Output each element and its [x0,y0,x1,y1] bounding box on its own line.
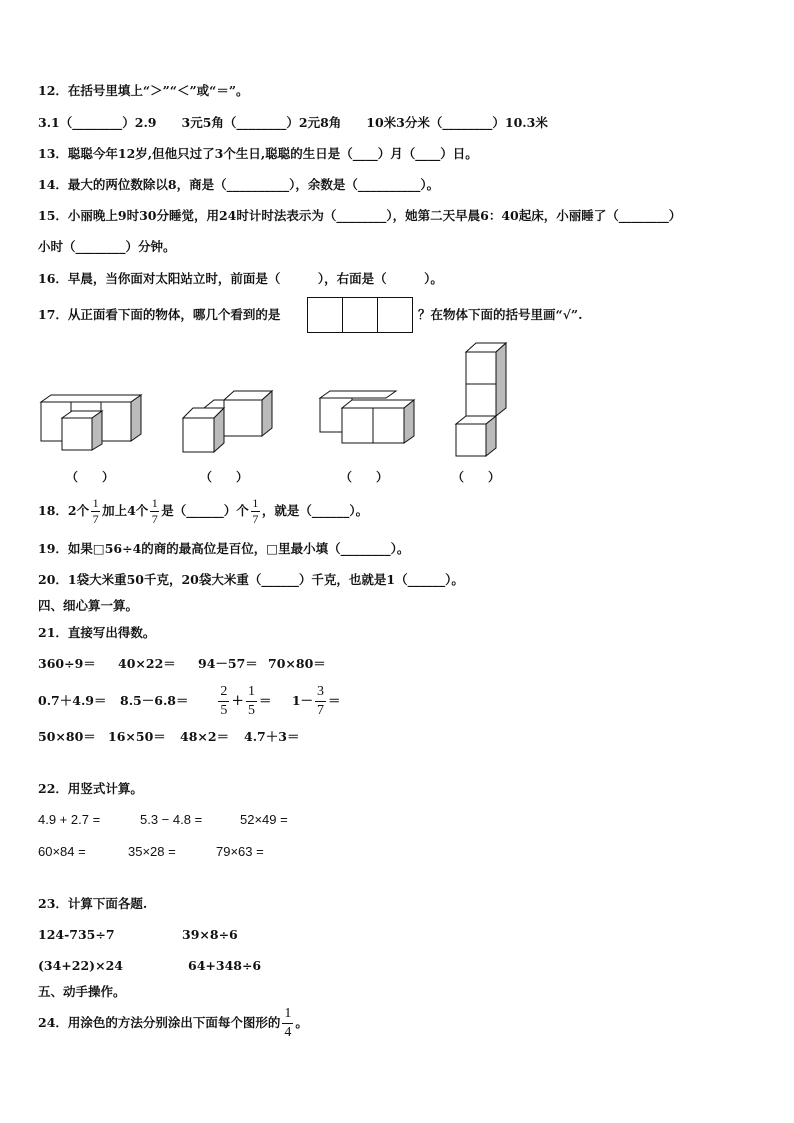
cube-figure-2 [180,388,280,454]
q17-before: 17．从正面看下面的物体，哪几个看到的是 [38,307,281,322]
q23-item: 39×8÷6 [182,927,238,942]
q21-item: 94－57＝ [198,656,258,671]
q23-item: 64+348÷6 [188,958,262,973]
q23-title: 23．计算下面各题. [38,896,148,911]
q14: 14．最大的两位数除以8，商是（__________），余数是（__________）。 [38,177,440,192]
q21-item: 40×22＝ [118,656,176,671]
q18 [38,494,368,528]
q21-row3 [38,728,299,746]
q21-item: 48×2＝ [180,729,230,744]
q22-title: 22．用竖式计算。 [38,781,143,796]
front-view-square [342,297,378,333]
q22-row2 [38,843,264,861]
fraction-one-fourth: $\frac{1}{4}$ [284,1006,292,1040]
equals-sign: ＝ [328,693,341,708]
q21-row2 [38,682,341,719]
one-minus: 1－ [291,693,314,708]
front-view-square [307,297,343,333]
q15-line1: 15．小丽晚上9时30分睡觉，用24时计时法表示为（________），她第二天早晨6：40起床，小丽睡了（________） [38,208,682,223]
fraction-one-fifth: $\frac{1}{5}$ [247,684,255,718]
fraction-one-seventh: $\frac{1}{7}$ [92,496,99,526]
q21-row1 [38,655,326,673]
q22-item: 79×63 = [216,844,264,859]
q13: 13．聪聪今年12岁,但他只过了3个生日,聪聪的生日是（____）月（____）日。 [38,146,478,161]
q21-item: 0.7＋4.9＝ [38,693,107,708]
q12-title: 12．在括号里填上“＞”“＜”或“＝”。 [38,83,249,98]
q21-item: 8.5－6.8＝ [120,693,189,708]
q20: 20．1袋大米重50千克，20袋大米重（______）千克，也就是1（______）。 [38,572,464,587]
q17-answer-blank-1[interactable]: （ ） [66,470,115,484]
q21-item: 50×80＝ [38,729,96,744]
q22-item: 60×84 = [38,844,86,859]
q21-title: 21．直接写出得数。 [38,625,156,640]
section-four-heading: 四、细心算一算。 [38,598,139,613]
section-five-heading: 五、动手操作。 [38,984,126,999]
q16: 16．早晨，当你面对太阳站立时，前面是（ ），右面是（ ）。 [38,271,443,286]
q24 [38,1006,308,1041]
fraction-three-sevenths: $\frac{3}{7}$ [317,684,325,718]
q18-part1: 18．2个 [38,503,90,518]
q18-part3: 是（______）个 [161,503,249,518]
q21-item: 360÷9＝ [38,656,96,671]
q17-after: ？在物体下面的括号里画“√”. [418,307,583,322]
q15-line2: 小时（________）分钟。 [38,239,176,254]
front-view-figure [308,297,413,333]
q12-items: 3.1（________）2.9 3元5角（________）2元8角 10米3分米（________）10.3米 [38,115,548,130]
q23-item: 124-735÷7 [38,927,115,942]
q22-item: 5.3 − 4.8 = [140,812,203,827]
plus-sign: + [231,691,244,709]
q22-item: 35×28 = [128,844,176,859]
q18-part2: 加上4个 [102,503,149,518]
cube-figure-4 [452,340,512,460]
q22-item: 52×49 = [240,812,288,827]
q22-row1 [38,811,288,829]
q21-item: 4.7＋3＝ [244,729,300,744]
q23-row1 [38,926,238,944]
fraction-one-seventh: $\frac{1}{7}$ [252,496,259,526]
q24-text: 24．用涂色的方法分别涂出下面每个图形的 [38,1015,281,1030]
q23-item: (34+22)×24 [38,958,123,973]
q22-item: 4.9 + 2.7 = [38,812,101,827]
q21-item: 70×80＝ [268,656,326,671]
q19: 19．如果□56÷4的商的最高位是百位，□里最小填（________）。 [38,541,410,556]
q17-answer-blank-2[interactable]: （ ） [200,470,249,484]
cube-figure-1 [36,392,156,452]
front-view-square [377,297,413,333]
q24-end: 。 [295,1015,308,1030]
fraction-two-fifths: $\frac{2}{5}$ [220,684,228,718]
fraction-one-seventh: $\frac{1}{7}$ [151,496,158,526]
q17-answer-blank-4[interactable]: （ ） [452,470,501,484]
cube-figure-3 [316,388,416,448]
q21-item: 16×50＝ [108,729,166,744]
q23-row2 [38,957,261,975]
q18-part4: ，就是（______）。 [261,503,369,518]
equals-sign: ＝ [258,693,272,708]
q17-answer-blank-3[interactable]: （ ） [340,470,389,484]
